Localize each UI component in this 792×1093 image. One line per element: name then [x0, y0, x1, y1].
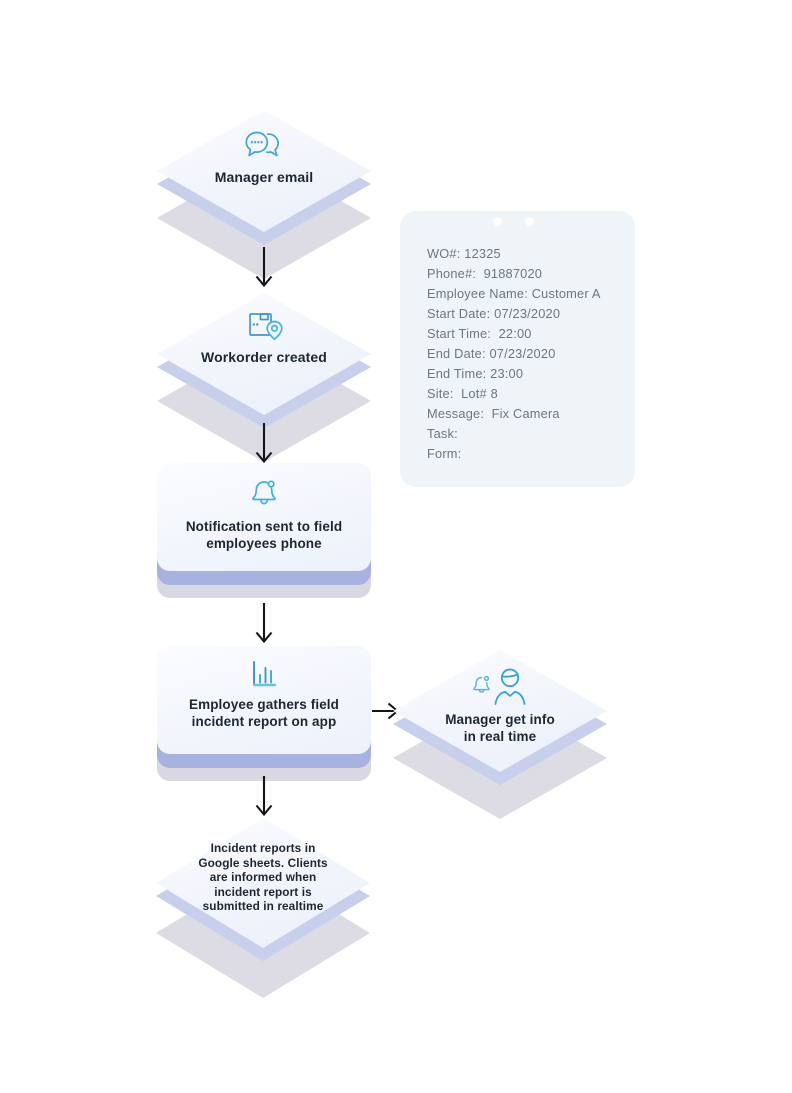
connector-arrow-down-1 — [253, 247, 275, 289]
info-line-form: Form: — [427, 446, 462, 461]
node-notification-sent — [157, 463, 371, 571]
info-line-wo: WO#: 12325 — [427, 246, 501, 261]
info-line-start-date: Start Date: 07/23/2020 — [427, 306, 561, 321]
node-employee-gathers — [157, 646, 371, 754]
node-label: Manager get info in real time — [445, 712, 555, 744]
info-line-start-time: Start Time: 22:00 — [427, 326, 532, 341]
workorder-icon — [243, 307, 285, 345]
card-dot-icon — [493, 217, 502, 226]
node-manager-get-info — [393, 650, 607, 772]
bell-icon — [247, 476, 281, 512]
info-line-task: Task: — [427, 426, 458, 441]
node-label: Notification sent to field employees phone — [185, 519, 343, 551]
info-line-message: Message: Fix Camera — [427, 406, 560, 421]
info-line-phone: Phone#: 91887020 — [427, 266, 543, 281]
connector-arrow-down-3 — [253, 603, 275, 645]
bar-chart-icon — [247, 658, 281, 690]
node-label: Employee gathers field incident report on app — [189, 697, 339, 729]
chat-icon — [242, 128, 286, 164]
bell-person-icon — [466, 665, 534, 707]
card-dot-icon — [525, 217, 534, 226]
node-label: Incident reports in Google sheets. Clients are informed when incident report is submitted in realtime — [198, 841, 328, 914]
info-line-end-time: End Time: 23:00 — [427, 366, 524, 381]
info-line-end-date: End Date: 07/23/2020 — [427, 346, 556, 361]
workorder-info-lines — [427, 244, 627, 464]
node-incident-reports — [156, 818, 370, 948]
connector-arrow-down-4 — [253, 776, 275, 818]
node-manager-email — [157, 110, 371, 232]
node-workorder-created — [157, 293, 371, 415]
info-line-employee-name: Employee Name: Customer A — [427, 286, 601, 301]
info-line-site: Site: Lot# 8 — [427, 386, 498, 401]
node-label: Manager email — [214, 169, 314, 185]
node-label: Workorder created — [201, 349, 327, 365]
connector-arrow-down-2 — [253, 423, 275, 465]
